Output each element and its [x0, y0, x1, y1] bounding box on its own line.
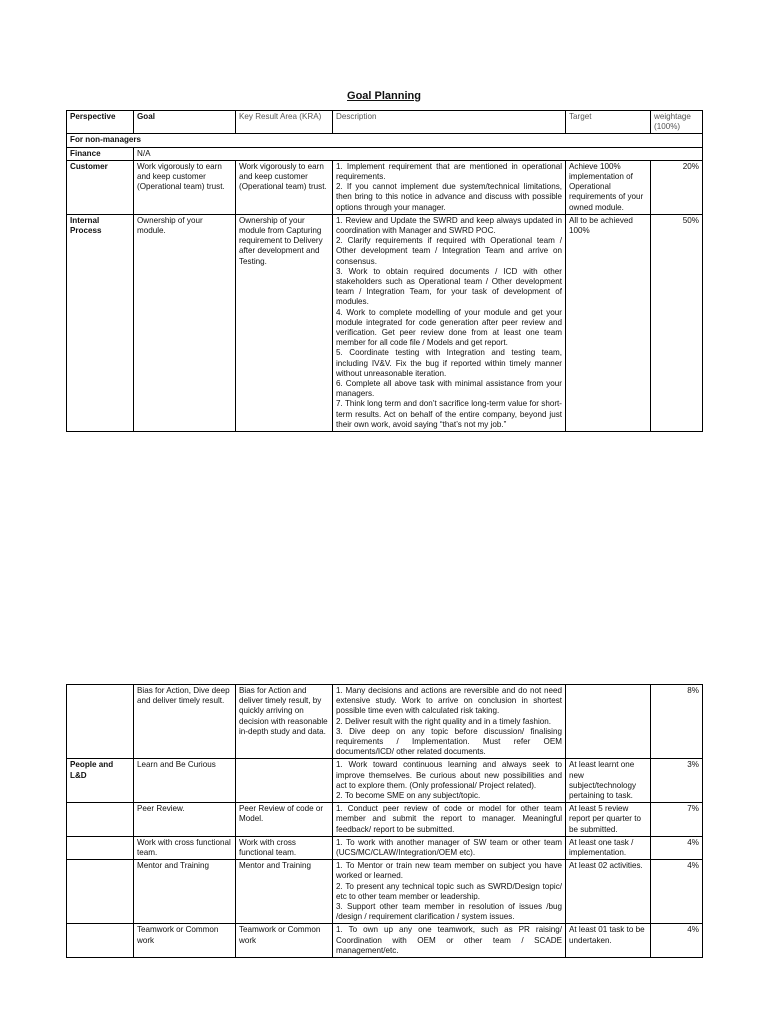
header-weightage: weightage (100%) — [651, 111, 703, 134]
goal-cell: Mentor and Training — [134, 860, 236, 924]
description-cell: 1. Conduct peer review of code or model for other team member and submit the report to manager. Meaningful feedback/ report to be submitted. — [333, 803, 566, 837]
weightage-cell: 8% — [651, 685, 703, 759]
weightage-cell: 4% — [651, 924, 703, 958]
table-row — [67, 836, 703, 859]
table-row-internal-process — [67, 214, 703, 431]
kra-cell: Peer Review of code or Model. — [236, 803, 333, 837]
table-row — [67, 860, 703, 924]
table-row-customer — [67, 160, 703, 214]
weightage-cell: 50% — [651, 214, 703, 431]
weightage-cell: 4% — [651, 860, 703, 924]
target-cell: At least 02 activities. — [566, 860, 651, 924]
weightage-cell: 3% — [651, 759, 703, 803]
section-row — [67, 134, 703, 147]
header-goal: Goal — [134, 111, 236, 134]
perspective-cell: Finance — [67, 147, 134, 160]
kra-cell: Bias for Action and deliver timely result, by quickly arriving on decision with reasonable in-depth study and data. — [236, 685, 333, 759]
finance-value: N/A — [134, 147, 703, 160]
weightage-cell: 7% — [651, 803, 703, 837]
target-cell: At least learnt one new subject/technology pertaining to task. — [566, 759, 651, 803]
description-cell: 1. Implement requirement that are mentioned in operational requirements. 2. If you cannot implement due system/technical limitations, then bring to this notice in advance and discuss with possible options through your manager. — [333, 160, 566, 214]
target-cell — [566, 685, 651, 759]
weightage-cell: 20% — [651, 160, 703, 214]
weightage-cell: 4% — [651, 836, 703, 859]
goal-cell: Work vigorously to earn and keep customer (Operational team) trust. — [134, 160, 236, 214]
target-cell: Achieve 100% implementation of Operational requirements of your owned module. — [566, 160, 651, 214]
target-cell: At least one task / implementation. — [566, 836, 651, 859]
goal-cell: Teamwork or Common work — [134, 924, 236, 958]
table-row-finance — [67, 147, 703, 160]
table-row — [67, 803, 703, 837]
goal-cell: Work with cross functional team. — [134, 836, 236, 859]
description-cell: 1. To Mentor or train new team member on subject you have worked or learned. 2. To present any technical topic such as SWRD/Design topic/ etc to other team member or leadership. 3. Support other team member in resolution of issues /bug /design / requirement clarification / system issues. — [333, 860, 566, 924]
description-cell: 1. Review and Update the SWRD and keep always updated in coordination with Manager and SWRD POC. 2. Clarify requirements if required with Operational team / Other development team / Integration Team and arrive on consensus. 3. Work to obtain required documents / ICD with other stakeholders such as Operational team / Other development team / Integration Team, for your task of development of modules. 4. Work to complete modelling of your module and get your module integrated for code generation after peer review and verification. Get peer review done from at least one team member for all code file / Models and get report. 5. Coordinate testing with Integration and testing team, including IV&V. Fix the bug if reported within timely manner without unreasonable iteration. 6. Complete all above task with minimal assistance from your managers. 7. Think long term and don’t sacrifice long-term value for short-term results. Act on behalf of the entire company, beyond just their own work, avoid saying “that’s not my job.” — [333, 214, 566, 431]
description-cell: 1. To work with another manager of SW team or other team (UCS/MC/CLAW/Integration/OEM etc). — [333, 836, 566, 859]
page-title: Goal Planning — [347, 90, 421, 102]
kra-cell: Mentor and Training — [236, 860, 333, 924]
header-target: Target — [566, 111, 651, 134]
perspective-cell — [67, 836, 134, 859]
perspective-cell — [67, 803, 134, 837]
description-cell: 1. To own up any one teamwork, such as PR raising/ Coordination with OEM or other team / SCADE management/etc. — [333, 924, 566, 958]
goal-cell: Bias for Action, Dive deep and deliver timely result. — [134, 685, 236, 759]
target-cell: At least 5 review report per quarter to be submitted. — [566, 803, 651, 837]
perspective-cell: Customer — [67, 160, 134, 214]
description-cell: 1. Work toward continuous learning and always seek to improve themselves. Be curious about new possibilities and act to explore them. (Only professional/ Project related). 2. To become SME on any subject/topic. — [333, 759, 566, 803]
kra-cell — [236, 759, 333, 803]
perspective-cell — [67, 860, 134, 924]
table-row — [67, 685, 703, 759]
header-row — [67, 111, 703, 134]
goal-planning-table-continued — [66, 684, 703, 958]
header-description: Description — [333, 111, 566, 134]
table-row — [67, 759, 703, 803]
perspective-cell — [67, 685, 134, 759]
goal-cell: Learn and Be Curious — [134, 759, 236, 803]
description-cell: 1. Many decisions and actions are reversible and do not need extensive study. Work to arrive on conclusion in shortest possible time even with calculated risk taking. 2. Deliver result with the right quality and in a timely fashion. 3. Dive deep on any topic before discussion/ finalising requirements / Implementation. Must refer OEM documents/ICD/ other related documents. — [333, 685, 566, 759]
goal-cell: Peer Review. — [134, 803, 236, 837]
kra-cell: Work with cross functional team. — [236, 836, 333, 859]
goal-planning-table — [66, 110, 703, 432]
header-kra: Key Result Area (KRA) — [236, 111, 333, 134]
goal-cell: Ownership of your module. — [134, 214, 236, 431]
perspective-cell: Internal Process — [67, 214, 134, 431]
section-label: For non-managers — [67, 134, 703, 147]
kra-cell: Work vigorously to earn and keep customer (Operational team) trust. — [236, 160, 333, 214]
perspective-cell: People and L&D — [67, 759, 134, 803]
perspective-cell — [67, 924, 134, 958]
header-perspective: Perspective — [67, 111, 134, 134]
kra-cell: Ownership of your module from Capturing requirement to Delivery after development and Testing. — [236, 214, 333, 431]
kra-cell: Teamwork or Common work — [236, 924, 333, 958]
table-row — [67, 924, 703, 958]
target-cell: All to be achieved 100% — [566, 214, 651, 431]
target-cell: At least 01 task to be undertaken. — [566, 924, 651, 958]
